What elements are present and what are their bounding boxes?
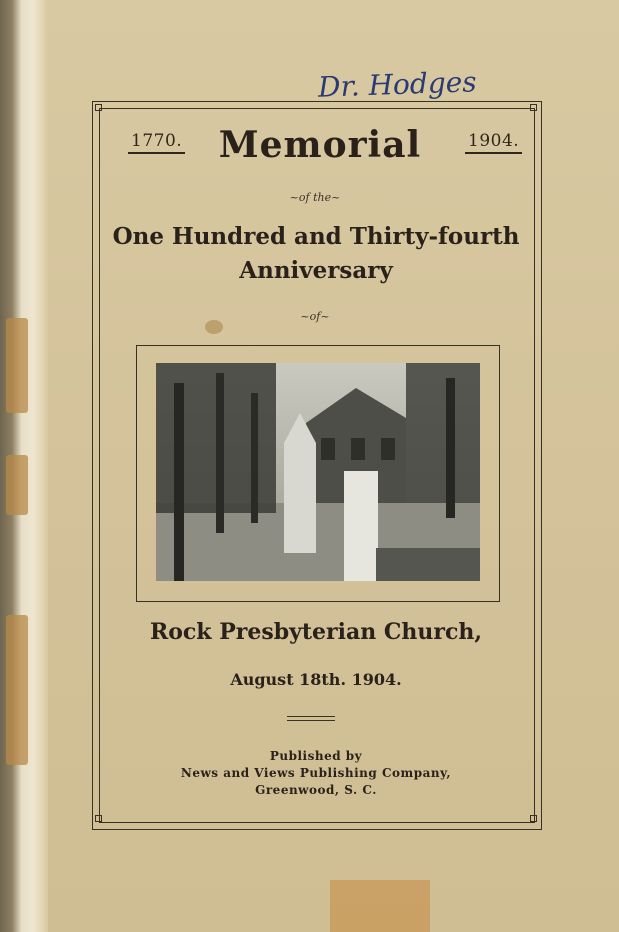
corner-ornament [95,104,102,111]
church-name: Rock Presbyterian Church, [149,619,483,645]
connector-text: ~of the~ [289,191,341,204]
corner-ornament [530,104,537,111]
church-photograph [156,363,480,581]
flourish-left-icon: ~ [289,191,299,204]
spine-stain [6,455,28,515]
corner-ornament [95,815,102,822]
event-date: August 18th. 1904. [230,670,402,689]
year-start: 1770. [128,131,185,154]
flourish-right-icon: ~ [331,191,341,204]
handwritten-signature: Dr. Hodges [317,65,478,104]
heading-line-1: One Hundred and Thirty-fourth [112,223,520,250]
flourish-left-icon: ~ [300,310,310,323]
publisher-label: Published by [269,749,363,763]
spine-stain [6,615,28,765]
page-title: Memorial [218,124,422,166]
divider-rule [287,716,335,721]
corner-ornament [530,815,537,822]
year-end: 1904. [465,131,522,154]
spine-stain [6,318,28,413]
book-spine [0,0,48,932]
flourish-right-icon: ~ [320,310,330,323]
connector-text-2: ~of~ [300,310,330,323]
church-photo-illustration [156,363,480,581]
publisher-name: News and Views Publishing Company, [180,766,452,780]
tape-residue [330,880,430,932]
publisher-location: Greenwood, S. C. [255,783,377,797]
heading-line-2: Anniversary [239,257,393,284]
